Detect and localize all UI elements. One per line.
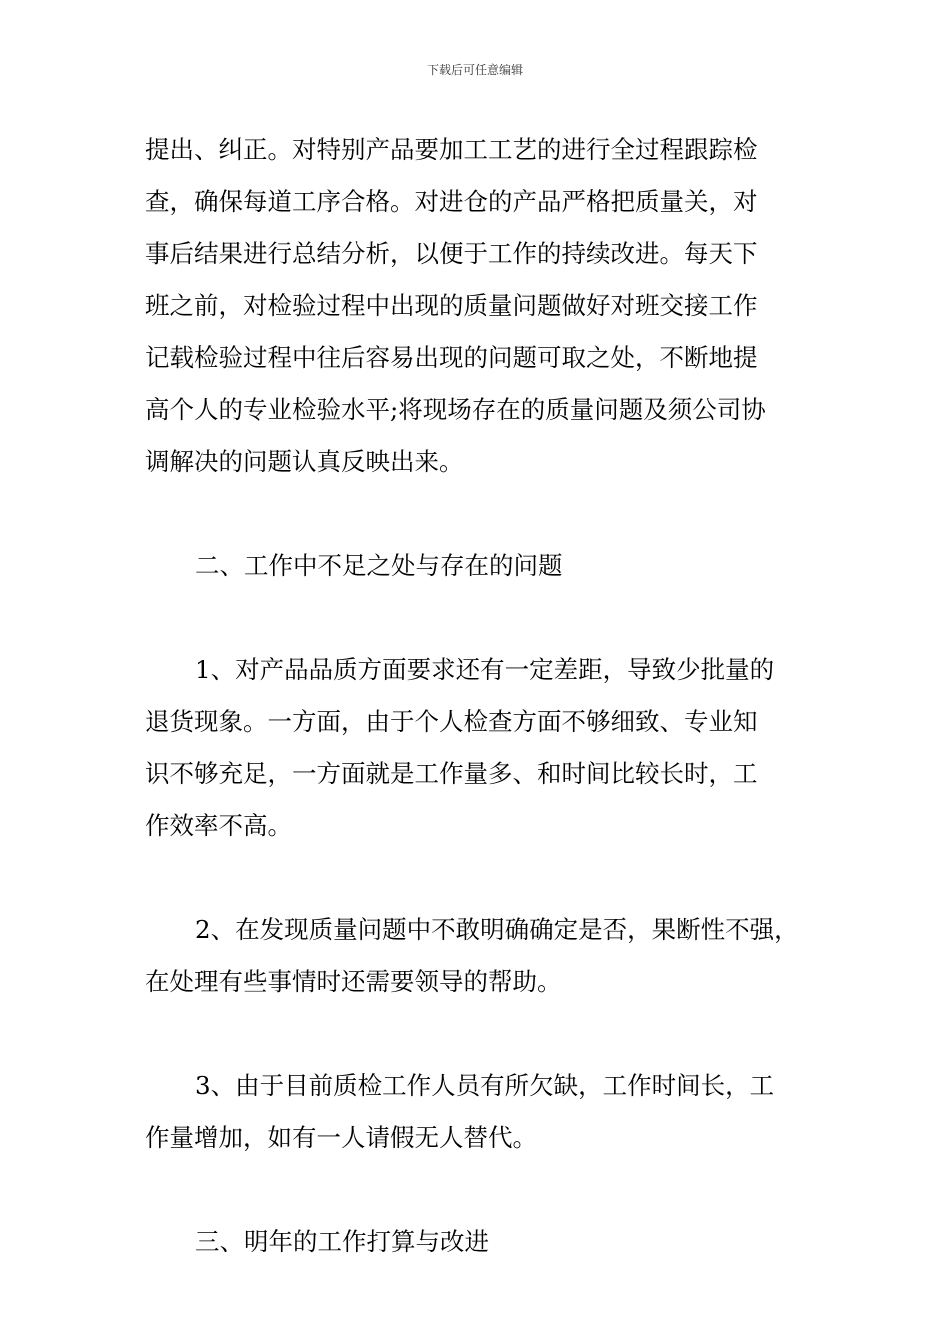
list-item-2 [145,904,810,1008]
paragraph-quality-tracking [145,124,810,488]
text-line: 识不够充足，一方面就是工作量多、和时间比较长时，工 [145,759,758,788]
list-item-1 [145,644,810,852]
text-line: 2、在发现质量问题中不敢明确确定是否，果断性不强， [195,915,799,944]
text-line: 在处理有些事情时还需要领导的帮助。 [145,967,562,996]
text-line: 事后结果进行总结分析，以便于工作的持续改进。每天下 [145,239,758,268]
text-line: 提出、纠正。对特别产品要加工工艺的进行全过程跟踪检 [145,135,758,164]
paragraph-spacer [145,852,810,904]
paragraph-spacer [145,1008,810,1060]
text-line: 查，确保每道工序合格。对进仓的产品严格把质量关，对 [145,187,758,216]
document-body [145,124,810,1268]
text-line: 作效率不高。 [145,811,292,840]
list-item-3 [145,1060,810,1164]
text-line: 班之前，对检验过程中出现的质量问题做好对班交接工作 [145,291,758,320]
section-heading-next-year-plan: 三、明年的工作打算与改进 [195,1227,489,1256]
section-heading-shortcomings: 二、工作中不足之处与存在的问题 [195,551,563,580]
text-line: 调解决的问题认真反映出来。 [145,447,464,476]
text-line: 1、对产品品质方面要求还有一定差距，导致少批量的 [195,655,775,684]
text-line: 退货现象。一方面，由于个人检查方面不够细致、专业知 [145,707,758,736]
paragraph-spacer [145,488,810,540]
text-line: 高个人的专业检验水平;将现场存在的质量问题及须公司协 [145,395,766,424]
paragraph-spacer [145,592,810,644]
text-line: 作量增加，如有一人请假无人替代。 [145,1123,537,1152]
header-note: 下载后可任意编辑 [426,63,523,77]
text-line: 3、由于目前质检工作人员有所欠缺，工作时间长，工 [195,1071,775,1100]
paragraph-spacer [145,1164,810,1216]
text-line: 记载检验过程中往后容易出现的问题可取之处，不断地提 [145,343,758,372]
